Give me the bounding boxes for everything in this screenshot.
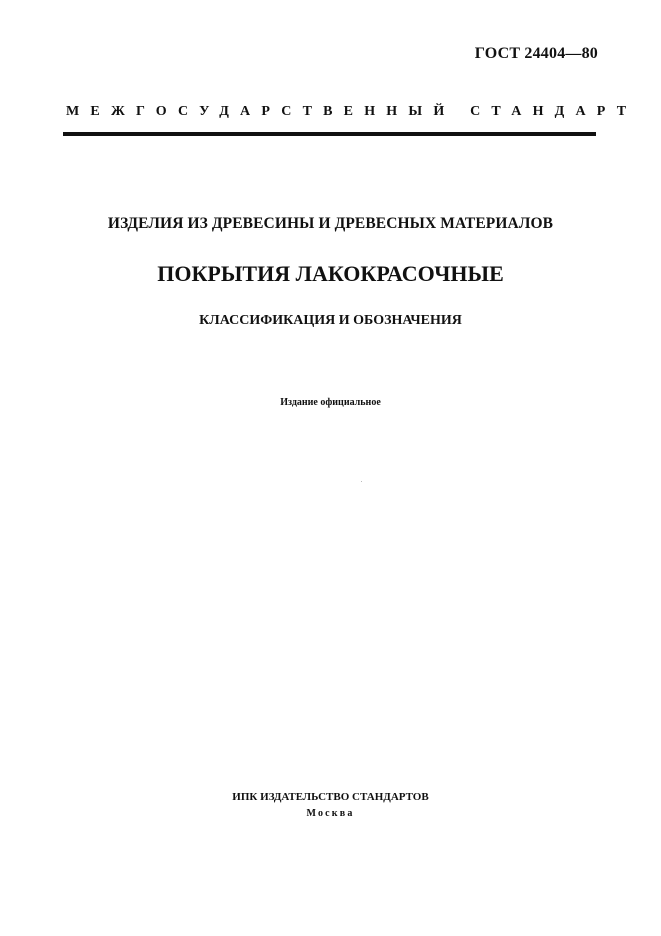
document-title: ПОКРЫТИЯ ЛАКОКРАСОЧНЫЕ (157, 261, 504, 286)
header-rule (63, 132, 596, 136)
publisher-city: Москва (306, 808, 355, 819)
publisher-name: ИПК ИЗДАТЕЛЬСТВО СТАНДАРТОВ (232, 791, 429, 803)
standard-kind-heading: МЕЖГОСУДАРСТВЕННЫЙ СТАНДАРТ (66, 104, 638, 119)
scan-speck (361, 481, 362, 482)
document-category: ИЗДЕЛИЯ ИЗ ДРЕВЕСИНЫ И ДРЕВЕСНЫХ МАТЕРИАЛОВ (107, 215, 554, 232)
edition-note: Издание официальное (280, 397, 381, 408)
document-subtitle: КЛАССИФИКАЦИЯ И ОБОЗНАЧЕНИЯ (199, 313, 462, 328)
gost-code: ГОСТ 24404—80 (474, 45, 598, 62)
